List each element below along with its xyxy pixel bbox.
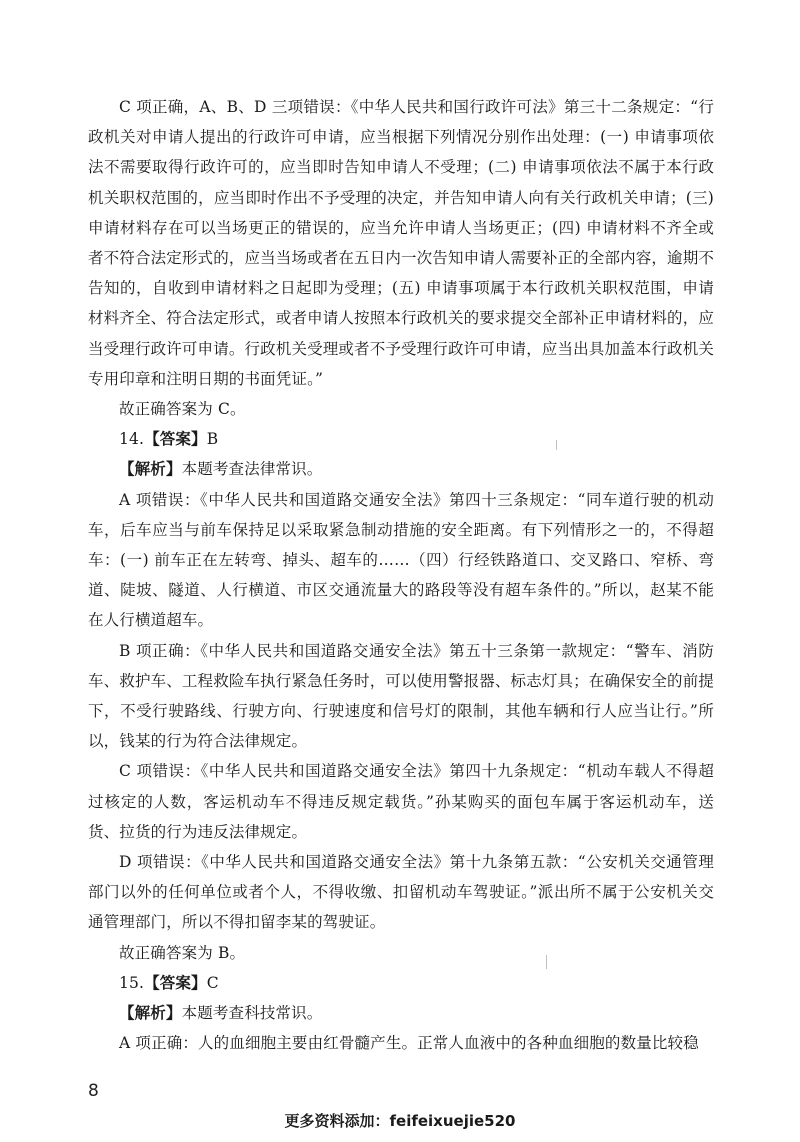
scan-artifact bbox=[546, 955, 547, 969]
paragraph-answer-b-conclusion bbox=[88, 938, 714, 968]
question-14-answer bbox=[88, 424, 714, 454]
paragraph-text: C 项错误：《中华人民共和国道路交通安全法》第四十九条规定：“机动车载人不得超过核定的人数，客运机动车不得违反规定载货。”孙某购买的面包车属于客运机动车，送货、拉货的行为违反法律规定。 bbox=[88, 762, 714, 841]
paragraph-text: A 项错误：《中华人民共和国道路交通安全法》第四十三条规定：“同车道行驶的机动车，后车应当与前车保持足以采取紧急制动措施的安全距离。有下列情形之一的，不得超车：(一) 前车正在左转弯、掉头、超车的……（四）行经铁路道口、交叉路口、窄桥、弯道、陡坡、隧道、人行横道、市区交通流量大的路段等没有超车条件的。”所以，赵某不能在人行横道超车。 bbox=[88, 490, 714, 630]
paragraph-text: 故正确答案为 B。 bbox=[119, 943, 246, 962]
question-15-answer bbox=[88, 968, 714, 998]
analysis-text: 本题考查科技常识。 bbox=[181, 1004, 323, 1023]
paragraph-text: D 项错误：《中华人民共和国道路交通安全法》第十九条第五款：“公安机关交通管理部门以外的任何单位或者个人，不得收缴、扣留机动车驾驶证。”派出所不属于公安机关交通管理部门，所以不得扣留李某的驾驶证。 bbox=[88, 853, 714, 932]
question-15-analysis bbox=[88, 998, 714, 1028]
analysis-label: 【解析】 bbox=[119, 1003, 182, 1023]
answer-value: C bbox=[206, 973, 219, 992]
footer-note: 更多资料添加：feifeixuejie520 bbox=[284, 1112, 516, 1130]
answer-label: 【答案】 bbox=[144, 429, 207, 449]
paragraph-option-d bbox=[88, 847, 714, 938]
question-number: 15. bbox=[119, 973, 145, 992]
question-14-analysis bbox=[88, 454, 714, 484]
answer-label: 【答案】 bbox=[144, 972, 207, 992]
paragraph-text: 故正确答案为 C。 bbox=[119, 400, 246, 419]
paragraph-option-c bbox=[88, 756, 714, 847]
answer-value: B bbox=[206, 430, 219, 449]
analysis-label: 【解析】 bbox=[119, 459, 182, 479]
analysis-text: 本题考查法律常识。 bbox=[181, 460, 323, 479]
paragraph-option-b bbox=[88, 636, 714, 757]
document-body bbox=[88, 92, 714, 1059]
paragraph-text: C 项正确，A、B、D 三项错误：《中华人民共和国行政许可法》第三十二条规定：“行政机关对申请人提出的行政许可申请，应当根据下列情况分别作出处理：(一) 申请事项依法不需要取得行政许可的，应当即时告知申请人不受理；(二) 申请事项依法不属于本行政机关职权范围的，应当即时作出不予受理的决定，并告知申请人向有关行政机关申请；(三) 申请材料存在可以当场更正的错误的，应当允许申请人当场更正；(四) 申请材料不齐全或者不符合法定形式的，应当当场或者在五日内一次告知申请人需要补正的全部内容，逾期不告知的，自收到申请材料之日起即为受理；(五) 申请事项属于本行政机关职权范围，申请材料齐全、符合法定形式，或者申请人按照本行政机关的要求提交全部补正申请材料的，应当受理行政许可申请。行政机关受理或者不予受理行政许可申请，应当出具加盖本行政机关专用印章和注明日期的书面凭证。” bbox=[88, 98, 715, 388]
question-number: 14. bbox=[119, 430, 145, 449]
paragraph-option-a-science bbox=[88, 1028, 714, 1058]
scan-artifact bbox=[556, 440, 557, 450]
page-number: 8 bbox=[88, 1081, 99, 1101]
paragraph-c-correct-explanation bbox=[88, 92, 714, 394]
paragraph-text: B 项正确：《中华人民共和国道路交通安全法》第五十三条第一款规定：“警车、消防车、救护车、工程救险车执行紧急任务时，可以使用警报器、标志灯具；在确保安全的前提下，不受行驶路线、行驶方向、行驶速度和信号灯的限制，其他车辆和行人应当让行。”所以，钱某的行为符合法律规定。 bbox=[88, 641, 715, 751]
paragraph-answer-c-conclusion bbox=[88, 394, 714, 424]
paragraph-option-a bbox=[88, 485, 714, 636]
paragraph-text: A 项正确：人的血细胞主要由红骨髓产生。正常人血液中的各种血细胞的数量比较稳 bbox=[119, 1034, 699, 1053]
